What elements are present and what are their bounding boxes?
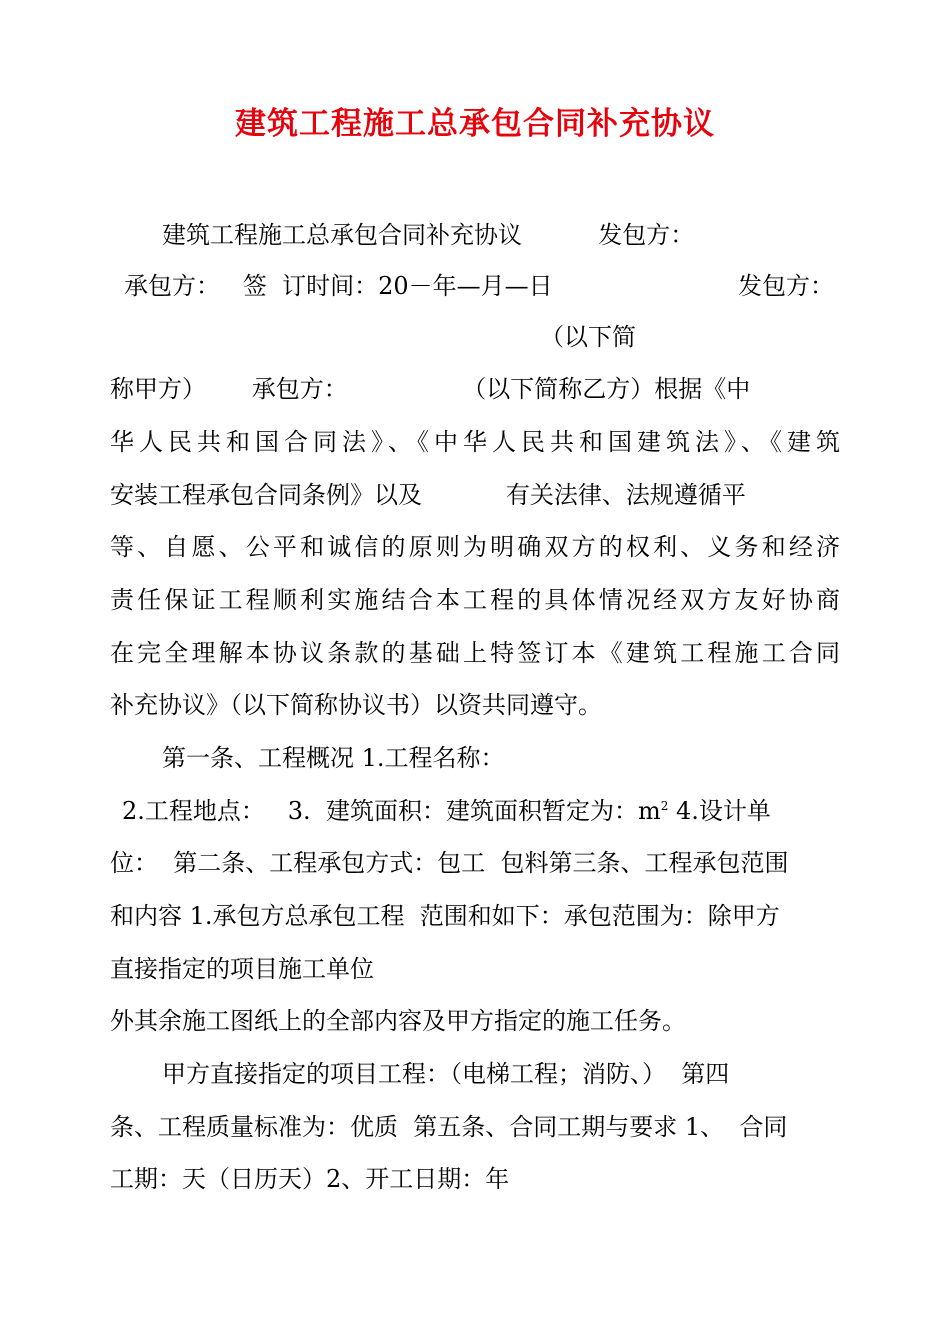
text-line-7: 等、自愿、公平和诚信的原则为明确双方的权利、义务和经济 [110, 533, 840, 561]
text-line-18: 条、工程质量标准为：优质 第五条、合同工期与要求 1、 合同 [110, 1113, 788, 1141]
text-line-3: （以下简 [540, 323, 636, 351]
text-line-16: 外其余施工图纸上的全部内容及甲方指定的施工任务。 [110, 1007, 686, 1035]
text-line-8: 责任保证工程顺利实施结合本工程的具体情况经双方友好协商 [110, 586, 840, 614]
text-line-15: 直接指定的项目施工单位 [110, 955, 374, 983]
area-unit-superscript: 2 [660, 799, 669, 813]
text-line-17: 甲方直接指定的项目工程：（电梯工程；消防、） 第四 [162, 1060, 730, 1088]
text-line-14: 和内容 1.承包方总承包工程 范围和如下：承包范围为：除甲方 [110, 902, 780, 930]
text-line-10: 补充协议》（以下简称协议书）以资共同遵守。 [110, 691, 602, 719]
text-line-19: 工期：天（日历天）2、开工日期：年 [110, 1165, 510, 1193]
text-line-2-right: 发包方： [738, 272, 834, 300]
text-line-12-main: 2.工程地点： 3. 建筑面积：建筑面积暂定为：m [122, 797, 661, 825]
text-line-12-tail: 4.设计单 [668, 797, 771, 825]
text-line-11: 第一条、工程概况 1.工程名称： [162, 744, 505, 772]
text-line-13: 位： 第二条、工程承包方式：包工 包料第三条、工程承包范围 [110, 849, 789, 877]
text-line-5: 华人民共和国合同法》、《中华人民共和国建筑法》、《建筑 [110, 428, 840, 456]
text-line-6: 安装工程承包合同条例》以及 有关法律、法规遵循平 [110, 481, 746, 509]
text-line-2: 承包方： 签 订时间：20－年—月—日 [124, 272, 553, 300]
text-line-1: 建筑工程施工总承包合同补充协议 发包方： [162, 221, 695, 249]
text-line-9: 在完全理解本协议条款的基础上特签订本《建筑工程施工合同 [110, 639, 840, 667]
document-title: 建筑工程施工总承包合同补充协议 [235, 106, 715, 142]
text-line-4: 称甲方） 承包方： （以下简称乙方）根据《中 [110, 375, 751, 403]
text-line-12 [122, 796, 771, 826]
